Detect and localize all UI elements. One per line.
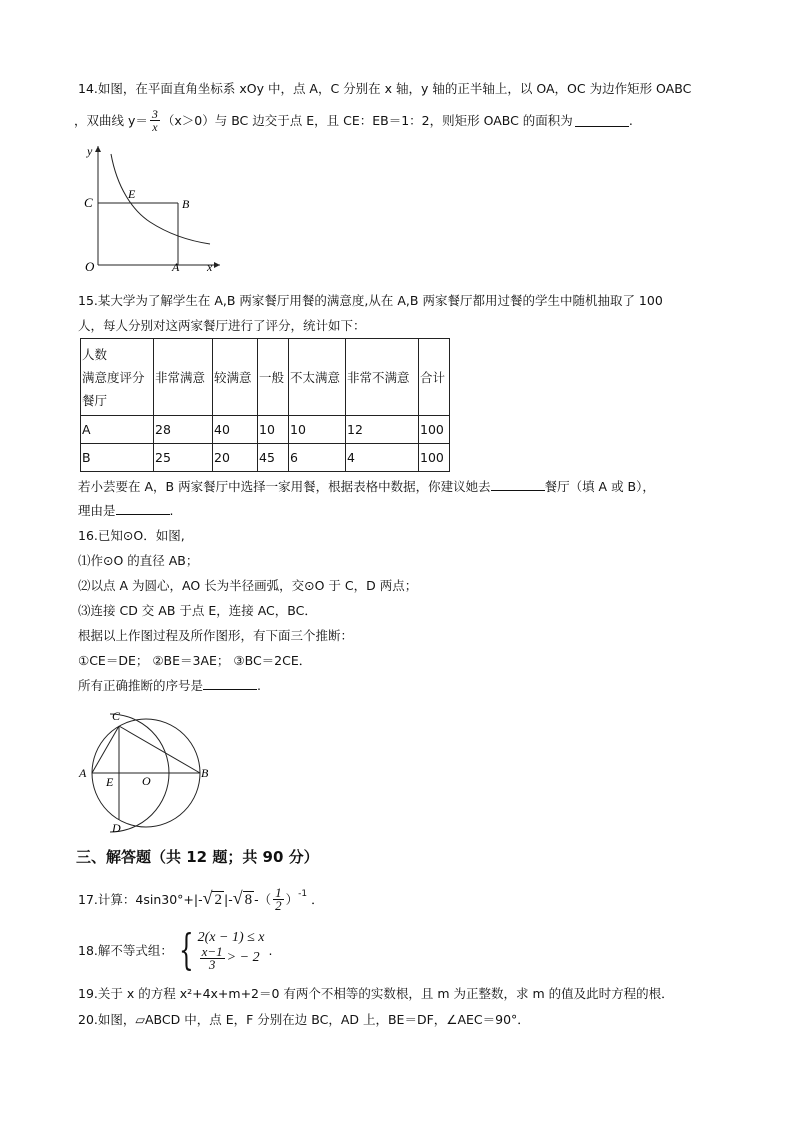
segment-BC <box>119 726 200 773</box>
cell: 45 <box>258 444 289 472</box>
q17-mid: |- <box>223 891 233 907</box>
q16-claims: ①CE＝DE； ②BE＝3AE； ③BC＝2CE． <box>78 653 312 668</box>
label-x: x <box>207 260 213 274</box>
label-E: E <box>128 187 136 201</box>
q17-close: ） <box>285 892 299 907</box>
q14-frac-num: 3 <box>151 107 158 121</box>
q16-step1: ⑴作⊙O 的直径 AB； <box>78 553 199 568</box>
q18-frac-den: 3 <box>208 956 216 972</box>
q17-frac-den: 2 <box>275 897 282 913</box>
q16-line1: 16.已知⊙O．如图, <box>78 528 185 543</box>
table-row <box>81 416 450 444</box>
q16-infer: 根据以上作图过程及所作图形，有下面三个推断： <box>78 628 354 643</box>
label-C: C <box>84 195 93 210</box>
q18-fraction <box>200 943 225 972</box>
q14-line2 <box>74 108 633 133</box>
q15-after1-a: 若小芸要在 A，B 两家餐厅中选择一家用餐，根据表格中数据，你建议她去 <box>78 479 491 494</box>
q17-sqrt-8 <box>233 889 254 909</box>
q17-sqrt-2 <box>203 889 224 909</box>
header-cell: 合计 <box>419 339 450 416</box>
label-A: A <box>79 766 87 780</box>
row-name: B <box>81 444 154 472</box>
segment-AC <box>92 726 119 773</box>
header-cell: 不太满意 <box>289 339 346 416</box>
q17-mid2: -（ <box>254 892 272 907</box>
q17-line <box>78 884 324 914</box>
cell: 28 <box>154 416 213 444</box>
label-E: E <box>106 775 114 789</box>
q17-frac-num: 1 <box>275 884 282 900</box>
q14-fraction <box>150 108 160 133</box>
label-O: O <box>85 259 95 274</box>
table-diagonal-header <box>81 339 154 416</box>
label-B: B <box>182 197 190 211</box>
label-O: O <box>142 774 151 788</box>
q15-satisfaction-table <box>80 338 450 472</box>
x-axis-arrow-icon <box>214 262 220 268</box>
cell: 25 <box>154 444 213 472</box>
q18-prefix: 18.解不等式组： <box>78 943 173 958</box>
q17-fraction <box>273 884 284 913</box>
cell: 40 <box>213 416 258 444</box>
q17-radicand-1: 2 <box>214 892 222 908</box>
q14-answer-blank <box>575 114 629 127</box>
radical-icon: √ <box>232 888 243 908</box>
q15-after-line1 <box>78 478 655 496</box>
radical-icon: √ <box>202 888 213 908</box>
q18-system-lines <box>198 930 265 971</box>
q16-circle-figure <box>76 706 216 836</box>
q14-line2-end: . <box>628 112 633 128</box>
q15-line2: 人，每人分别对这两家餐厅进行了评分，统计如下： <box>78 318 366 333</box>
q16-ask <box>78 677 261 695</box>
cell: 12 <box>346 416 419 444</box>
q18-ineq2-rest: > − 2 <box>226 950 260 965</box>
q17-exponent: -1 <box>298 889 308 899</box>
q14-line2-suffix: （x＞0）与 BC 边交于点 E，且 CE：EB＝1：2，则矩形 OABC 的面积为 <box>161 112 573 128</box>
q16-step2: ⑵以点 A 为圆心，AO 长为半径画弧，交⊙O 于 C，D 两点； <box>78 578 418 593</box>
y-axis-arrow-icon <box>95 146 101 152</box>
left-brace-icon: { <box>178 925 194 974</box>
cell: 100 <box>419 444 450 472</box>
section-title: 三、解答题（共 12 题；共 90 分） <box>76 848 319 866</box>
label-C: C <box>112 709 121 723</box>
q18-line <box>78 920 273 980</box>
q17-end: ． <box>311 892 324 907</box>
q18-ineq1: 2(x − 1) ≤ x <box>197 929 265 945</box>
q16-step3: ⑶连接 CD 交 AB 于点 E，连接 AC，BC． <box>78 603 317 618</box>
q16-ask-text: 所有正确推断的序号是 <box>78 678 204 693</box>
header-cell: 非常不满意 <box>346 339 419 416</box>
q14-frac-den: x <box>152 120 158 134</box>
q14-graph <box>80 142 225 280</box>
q15-after1-b: 餐厅（填 A 或 B）， <box>544 479 655 494</box>
header-cell: 较满意 <box>213 339 258 416</box>
q16-ask-end: . <box>257 678 261 693</box>
q17-radicand-2: 8 <box>244 892 253 908</box>
row-name: A <box>81 416 154 444</box>
q17-prefix: 17.计算：4sin30°+|- <box>78 892 203 907</box>
label-B: B <box>201 766 209 780</box>
hyperbola-curve <box>111 154 210 244</box>
table-row <box>81 444 450 472</box>
cell: 10 <box>289 416 346 444</box>
q14-line1: 14.如图，在平面直角坐标系 xOy 中，点 A，C 分别在 x 轴，y 轴的正半轴上，以 OA，OC 为边作矩形 OABC <box>78 81 692 96</box>
cell: 100 <box>419 416 450 444</box>
q16-answer-blank <box>203 677 257 690</box>
q18-inequality-system <box>173 925 265 974</box>
q20-text: 20.如图，▱ABCD 中，点 E，F 分别在边 BC，AD 上，BE＝DF，∠AEC＝90°． <box>78 1012 530 1027</box>
q18-frac-num: x−1 <box>201 943 223 959</box>
label-D: D <box>112 821 121 835</box>
header-cell: 一般 <box>258 339 289 416</box>
cell: 10 <box>258 416 289 444</box>
q14-line2-prefix: ，双曲线 y＝ <box>74 112 148 128</box>
q15-after2-end: . <box>169 503 174 518</box>
diag-bottom: 餐厅 <box>82 392 108 408</box>
q15-after-line2 <box>78 502 174 520</box>
q15-line1: 15.某大学为了解学生在 A,B 两家餐厅用餐的满意度,从在 A,B 两家餐厅都用过餐的学生中随机抽取了 100 <box>78 293 663 308</box>
header-cell: 非常满意 <box>154 339 213 416</box>
q18-ineq2 <box>198 943 265 972</box>
q18-end: . <box>268 942 273 958</box>
cell: 6 <box>289 444 346 472</box>
q15-after2: 理由是 <box>78 503 116 518</box>
cell: 4 <box>346 444 419 472</box>
q15-reason-blank <box>116 502 170 515</box>
diag-mid: 满意度评分 <box>82 369 145 385</box>
label-y: y <box>87 144 93 158</box>
q19-text: 19.关于 x 的方程 x²+4x+m+2＝0 有两个不相等的实数根，且 m 为正整数，求 m 的值及此时方程的根． <box>78 986 674 1001</box>
cell: 20 <box>213 444 258 472</box>
label-A: A <box>172 260 180 274</box>
diag-top: 人数 <box>82 346 108 362</box>
q15-restaurant-blank <box>491 478 545 491</box>
